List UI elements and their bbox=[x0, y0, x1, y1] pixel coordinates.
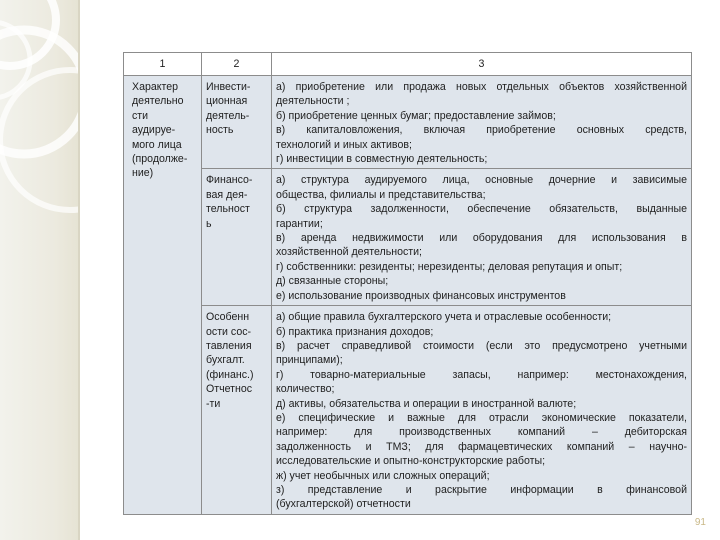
subcategory-cell bbox=[202, 76, 272, 169]
description-line: хозяйственной деятельности; bbox=[276, 246, 422, 259]
description-line: гарантии; bbox=[276, 217, 323, 230]
description-line: задолженность и ТМЗ; для фармацевтических компаний – научно- bbox=[276, 440, 687, 453]
description-line: технологий и иных активов; bbox=[276, 138, 412, 151]
description-line: г) инвестиции в совместную деятельность; bbox=[276, 153, 488, 166]
category-line: мого лица bbox=[132, 138, 182, 151]
page-number: 91 bbox=[694, 517, 706, 528]
description-line: в) аренда недвижимости или оборудования для использования в bbox=[276, 232, 687, 245]
description-line: общества, филиалы и представительства; bbox=[276, 188, 486, 201]
table-row bbox=[124, 169, 692, 306]
table-row bbox=[124, 306, 692, 515]
table-row bbox=[124, 76, 692, 169]
category-line: Характер bbox=[132, 81, 179, 93]
category-line: деятельно bbox=[132, 95, 184, 108]
description-line: принципами); bbox=[276, 354, 343, 367]
description-line: деятельности ; bbox=[276, 95, 350, 108]
header-row bbox=[124, 53, 692, 76]
description-line: ж) учет необычных или сложных операций; bbox=[276, 469, 490, 482]
category-line: ние) bbox=[132, 167, 154, 180]
subcategory-line: -ти bbox=[206, 397, 221, 410]
subcategory-line: ь bbox=[206, 217, 212, 230]
description-line: з) представление и раскрытие информации в финансовой bbox=[276, 483, 687, 496]
description-line: в) капиталовложения, включая приобретение основных средств, bbox=[276, 124, 687, 137]
description-line: е) использование производных финансовых инструментов bbox=[276, 289, 566, 302]
header-col-1: 1 bbox=[124, 53, 202, 76]
category-line: сти bbox=[132, 109, 149, 122]
description-line: д) связанные стороны; bbox=[276, 275, 389, 288]
description-line: б) приобретение ценных бумаг; предоставление займов; bbox=[276, 109, 556, 122]
description-line: д) активы, обязательства и операции в иностранной валюте; bbox=[276, 397, 577, 410]
subcategory-line: ционная bbox=[206, 95, 248, 108]
subcategory-line: ность bbox=[206, 124, 234, 137]
subcategory-line: Отчетнос bbox=[206, 383, 253, 396]
description-line: е) специфические и важные для отрасли экономические показатели, bbox=[276, 411, 687, 424]
description-line: исследовательские и опытно-конструкторские работы; bbox=[276, 455, 546, 468]
subcategory-line: тавления bbox=[206, 339, 252, 352]
description-cell bbox=[272, 76, 692, 169]
description-line: количество; bbox=[276, 383, 335, 396]
audit-table bbox=[123, 52, 692, 515]
subcategory-line: деятель- bbox=[206, 109, 250, 122]
sidebar-divider bbox=[78, 0, 80, 540]
subcategory-cell bbox=[202, 306, 272, 515]
description-line: (бухгалтерской) отчетности bbox=[276, 498, 411, 511]
description-line: а) структура аудируемого лица, основные дочерние и зависимые bbox=[276, 174, 687, 187]
subcategory-line: бухгалт. bbox=[206, 354, 245, 367]
description-line: г) товарно-материальные запасы, например: местонахождения, bbox=[276, 368, 687, 381]
decorative-circles bbox=[0, 0, 78, 540]
description-cell bbox=[272, 169, 692, 306]
subcategory-line: Инвести- bbox=[206, 81, 251, 93]
subcategory-line: тельност bbox=[206, 203, 250, 216]
subcategory-line: вая дея- bbox=[206, 188, 248, 201]
subcategory-line: (финанс.) bbox=[206, 368, 254, 381]
header-col-3: 3 bbox=[272, 53, 692, 76]
subcategory-line: Финансо- bbox=[206, 174, 253, 187]
description-line: а) общие правила бухгалтерского учета и отраслевые особенности; bbox=[276, 311, 612, 324]
description-line: б) структура задолженности, обеспечение обязательств, выданные bbox=[276, 203, 687, 216]
description-line: например: для производственных компаний – дебиторская bbox=[276, 426, 687, 439]
description-cell bbox=[272, 306, 692, 515]
description-line: в) расчет справедливой стоимости (если это предусмотрено учетными bbox=[276, 339, 687, 352]
decorative-sidebar bbox=[0, 0, 78, 540]
description-line: б) практика признания доходов; bbox=[276, 325, 434, 338]
subcategory-line: Особенн bbox=[206, 311, 250, 324]
category-line: аудируе- bbox=[132, 124, 176, 137]
description-line: г) собственники: резиденты; нерезиденты; деловая репутация и опыт; bbox=[276, 260, 623, 273]
header-col-2: 2 bbox=[202, 53, 272, 76]
subcategory-cell bbox=[202, 169, 272, 306]
category-cell bbox=[124, 76, 202, 515]
subcategory-line: ости сос- bbox=[206, 325, 252, 338]
category-line: (продолже- bbox=[132, 153, 188, 166]
description-line: а) приобретение или продажа новых отдельных объектов хозяйственной bbox=[276, 81, 687, 93]
